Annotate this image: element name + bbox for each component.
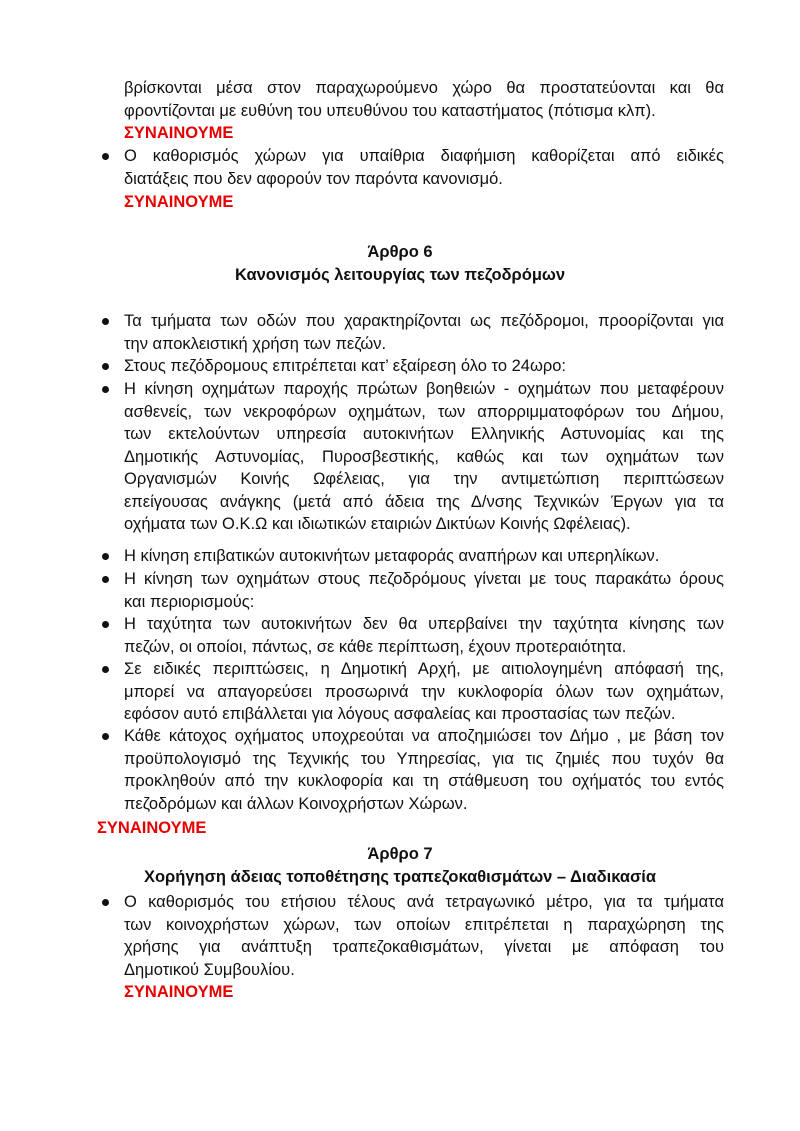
- bullet-icon: [102, 666, 109, 673]
- agree-label: ΣΥΝΑΙΝΟΥΜΕ: [97, 819, 207, 837]
- text-line: Ο καθορισμός του ετήσιου τέλους ανά τετραγωνικό μέτρο, για τα τμήματα: [124, 893, 724, 911]
- bullet-icon: [102, 363, 109, 370]
- text-line: επείγουσας ανάγκης (μετά από άδεια της Δ/νσης Τεχνικών Έργων για τα: [124, 492, 724, 511]
- text-line: ασθενείς, των νεκροφόρων οχημάτων, των απορριμματοφόρων του Δήμου,: [124, 402, 724, 421]
- bullet-icon: [102, 899, 109, 906]
- text-line: Δημοτικής Αστυνομίας, Πυροσβεστικής, καθώς και των οχημάτων των: [124, 447, 724, 466]
- agree-label: ΣΥΝΑΙΝΟΥΜΕ: [124, 124, 234, 142]
- article-6-number: Άρθρο 6: [367, 243, 433, 261]
- text-line: Οργανισμών Κοινής Ωφέλειας, για την αντιμετώπιση περιπτώσεων: [124, 470, 724, 488]
- agree-label: ΣΥΝΑΙΝΟΥΜΕ: [124, 983, 234, 1001]
- text-line: Στους πεζόδρομους επιτρέπεται κατ’ εξαίρεση όλο το 24ωρο:: [124, 357, 566, 375]
- text-line: βρίσκονται μέσα στον παραχωρούμενο χώρο θα προστατεύονται και θα: [124, 79, 724, 97]
- text-line: την αποκλειστική χρήση των πεζών.: [124, 334, 387, 353]
- text-line: Ο καθορισμός χώρων για υπαίθρια διαφήμιση καθορίζεται από ειδικές: [124, 147, 724, 165]
- text-line: Η κίνηση επιβατικών αυτοκινήτων μεταφοράς αναπήρων και υπερηλίκων.: [124, 547, 660, 565]
- text-line: Η κίνηση οχημάτων παροχής πρώτων βοηθειών - οχημάτων που μεταφέρουν: [124, 380, 724, 398]
- text-line: πεζοδρόμων και άλλων Κοινοχρήστων Χώρων.: [124, 794, 468, 813]
- bullet-icon: [102, 153, 109, 160]
- text-line: των εκτελούντων υπηρεσία αυτοκινήτων Ελληνικής Αστυνομίας και της: [124, 425, 724, 443]
- bullet-icon: [102, 576, 109, 583]
- article-7-title: Χορήγηση άδειας τοποθέτησης τραπεζοκαθισμάτων – Διαδικασία: [143, 868, 657, 886]
- text-line: Κάθε κάτοχος οχήματος υποχρεούται να αποζημιώσει τον Δήμο , με βάση τον: [124, 727, 724, 745]
- article-7-number: Άρθρο 7: [367, 845, 433, 863]
- text-line: Τα τμήματα των οδών που χαρακτηρίζονται ως πεζόδρομοι, προορίζονται για: [124, 312, 724, 330]
- text-line: Δημοτικού Συμβουλίου.: [124, 960, 295, 979]
- text-line: προϋπολογισμό της Τεχνικής του Υπηρεσίας, για τις ζημιές που τυχόν θα: [124, 749, 724, 768]
- bullet-icon: [102, 621, 109, 628]
- text-line: διατάξεις που δεν αφορούν τον παρόντα κανονισμό.: [124, 169, 503, 188]
- text-line: Σε ειδικές περιπτώσεις, η Δημοτική Αρχή, με αιτιολογημένη απόφασή της,: [124, 660, 724, 678]
- text-line: Η ταχύτητα των αυτοκινήτων δεν θα υπερβαίνει την ταχύτητα κίνησης των: [124, 615, 724, 633]
- text-line: Η κίνηση των οχημάτων στους πεζοδρόμους γίνεται με τους παρακάτω όρους: [124, 570, 724, 588]
- text-line: χρήσης για ανάπτυξη τραπεζοκαθισμάτων, γίνεται με απόφαση του: [124, 938, 724, 956]
- text-line: προκληθούν από την κυκλοφορία και τη στάθμευση του οχήματός του εντός: [124, 772, 724, 790]
- text-line: πεζών, οι οποίοι, πάντως, σε κάθε περίπτωση, έχουν προτεραιότητα.: [124, 637, 627, 656]
- bullet-icon: [102, 318, 109, 325]
- text-line: οχήματα των Ο.Κ.Ω και ιδιωτικών εταιριών Δικτύων Κοινής Ωφέλειας).: [124, 515, 631, 533]
- agree-label: ΣΥΝΑΙΝΟΥΜΕ: [124, 193, 234, 211]
- bullet-icon: [102, 733, 109, 740]
- text-line: και περιορισμούς:: [124, 592, 255, 611]
- bullet-icon: [102, 553, 109, 560]
- text-line: των κοινοχρήστων χώρων, των οποίων επιτρέπεται η παραχώρηση της: [124, 915, 724, 934]
- bullet-icon: [102, 386, 109, 393]
- text-line: φροντίζονται με ευθύνη του υπευθύνου του καταστήματος (πότισμα κλπ).: [124, 101, 656, 120]
- text-line: μπορεί να απαγορεύσει προσωρινά την κυκλοφορία όλων των οχημάτων,: [124, 682, 724, 701]
- article-6-title: Κανονισμός λειτουργίας των πεζοδρόμων: [234, 266, 566, 284]
- text-line: εφόσον αυτό επιβάλλεται για λόγους ασφαλείας και προστασίας των πεζών.: [124, 705, 676, 723]
